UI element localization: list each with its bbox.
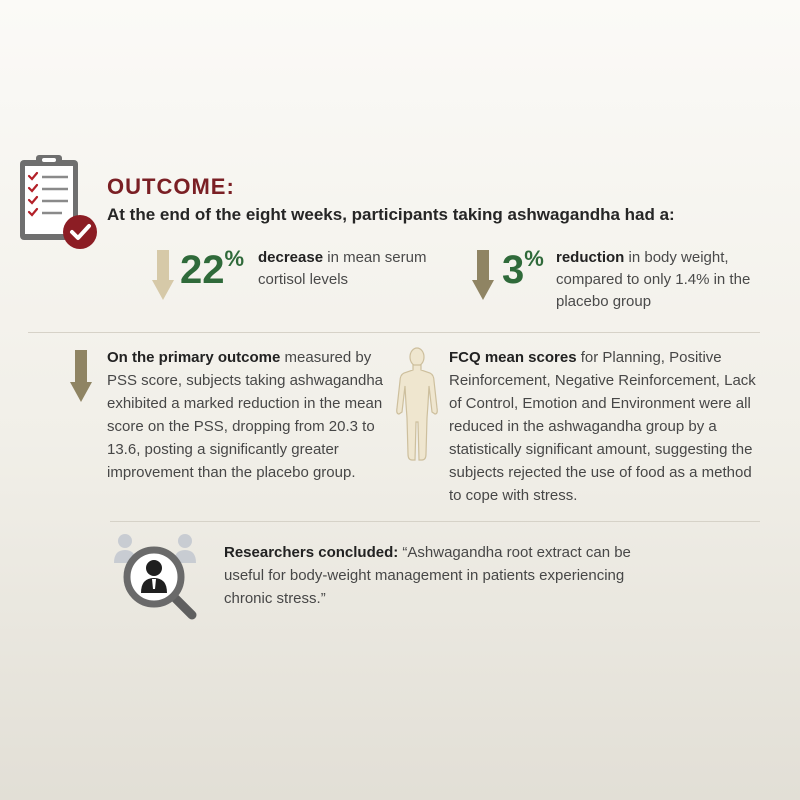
page-title: OUTCOME: (107, 174, 235, 199)
stat-weight-value: 3% (502, 246, 544, 292)
arrow-down-icon (472, 250, 494, 300)
stat-weight-description: reduction in body weight, compared to only 1.4% in the placebo group (556, 249, 751, 310)
human-body-icon (392, 346, 442, 464)
primary-outcome-paragraph: On the primary outcome measured by PSS score, subjects taking ashwagandha exhibited a marked reduction in the mean score on the PSS, dropping from 20.3 to 13.6, posting a significantly greater improvement than the placebo group. (107, 349, 383, 481)
magnifier-person-icon (108, 531, 202, 621)
researchers-conclusion: Researchers concluded: “Ashwagandha root extract can be useful for body-weight management in patients experiencing chronic stress.” (224, 544, 631, 607)
stat-cortisol-value: 22% (180, 246, 245, 292)
clipboard-check-icon (16, 152, 100, 252)
arrow-down-icon (152, 250, 174, 300)
divider (110, 521, 760, 522)
fcq-paragraph: FCQ mean scores for Planning, Positive Reinforcement, Negative Reinforcement, Lack of Control, Emotion and Environment were all reduced in the ashwagandha group by a statistically significant amount, suggesting the subjects rejected the use of food as a method to cope with stress. (449, 349, 756, 504)
stat-cortisol-description: decrease in mean serum cortisol levels (258, 249, 427, 288)
intro-heading: At the end of the eight weeks, participants taking ashwagandha had a: (107, 205, 675, 224)
arrow-down-icon (70, 350, 92, 402)
divider (28, 332, 760, 333)
